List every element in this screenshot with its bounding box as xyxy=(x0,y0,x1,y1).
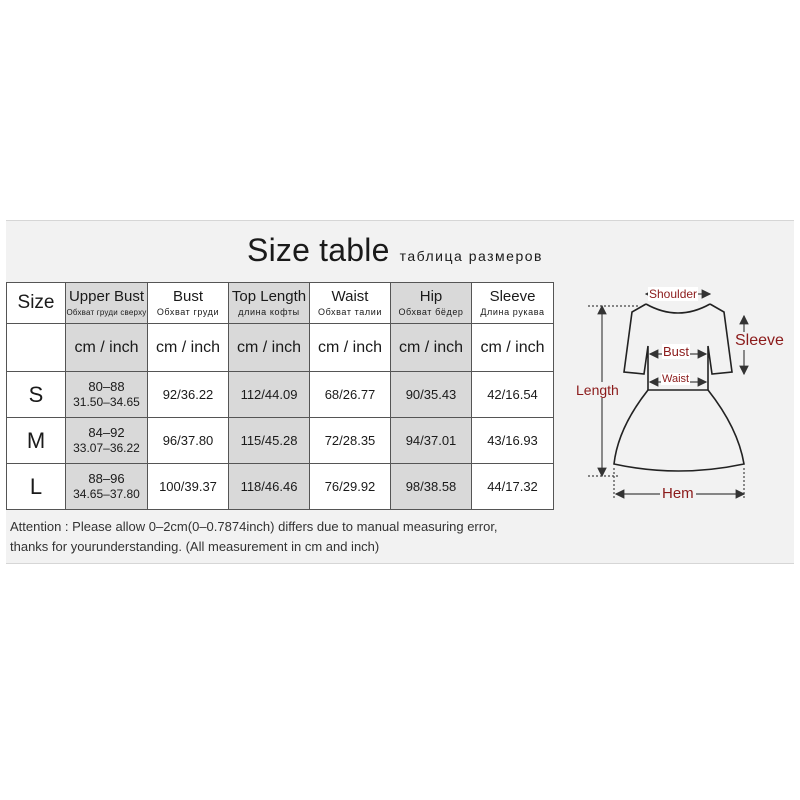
waist-cell: 76/29.92 xyxy=(310,464,391,510)
page-title xyxy=(0,232,790,269)
sleeve-cell: 44/17.32 xyxy=(472,464,554,510)
waist-cell: 72/28.35 xyxy=(310,418,391,464)
sleeve-cell: 43/16.93 xyxy=(472,418,554,464)
dress-outline xyxy=(614,304,744,471)
header-hip: Hip Обхват бёдер xyxy=(391,283,472,324)
units-size-cell xyxy=(7,324,66,372)
note-line-1: Attention : Please allow 0–2cm(0–0.7874inch) differs due to manual measuring error, xyxy=(10,519,498,534)
units-cell: cm / inch xyxy=(310,324,391,372)
upper-bust-cell: 84–92 33.07–36.22 xyxy=(66,418,148,464)
header-bust: Bust Обхват груди xyxy=(148,283,229,324)
title-sub: таблица размеров xyxy=(399,248,543,264)
top-length-cell: 112/44.09 xyxy=(229,372,310,418)
hip-cell: 90/35.43 xyxy=(391,372,472,418)
units-row xyxy=(7,324,554,372)
units-cell: cm / inch xyxy=(66,324,148,372)
header-row xyxy=(7,283,554,324)
hip-cell: 94/37.01 xyxy=(391,418,472,464)
note-line-2: thanks for yourunderstanding. (All measurement in cm and inch) xyxy=(10,539,380,554)
header-upper-bust: Upper Bust Обхват груди сверху xyxy=(66,283,148,324)
table-row xyxy=(7,464,554,510)
units-cell: cm / inch xyxy=(148,324,229,372)
units-cell: cm / inch xyxy=(229,324,310,372)
units-cell: cm / inch xyxy=(472,324,554,372)
sleeve-label: Sleeve xyxy=(735,332,784,349)
header-top-length: Top Length длина кофты xyxy=(229,283,310,324)
size-cell: S xyxy=(7,372,66,418)
measurement-note xyxy=(10,517,498,557)
bust-cell: 92/36.22 xyxy=(148,372,229,418)
waist-label: Waist xyxy=(662,373,690,385)
size-cell: L xyxy=(7,464,66,510)
dress-diagram xyxy=(558,278,794,506)
header-sleeve: Sleeve Длина рукава xyxy=(472,283,554,324)
top-length-cell: 115/45.28 xyxy=(229,418,310,464)
hip-cell: 98/38.58 xyxy=(391,464,472,510)
waist-cell: 68/26.77 xyxy=(310,372,391,418)
shoulder-label: Shoulder xyxy=(649,287,698,301)
table-row xyxy=(7,418,554,464)
header-waist: Waist Обхват талии xyxy=(310,283,391,324)
upper-bust-cell: 80–88 31.50–34.65 xyxy=(66,372,148,418)
length-label: Length xyxy=(576,382,619,398)
upper-bust-cell: 88–96 34.65–37.80 xyxy=(66,464,148,510)
bust-label: Bust xyxy=(663,344,690,359)
sleeve-cell: 42/16.54 xyxy=(472,372,554,418)
hem-label: Hem xyxy=(662,485,694,502)
bust-cell: 96/37.80 xyxy=(148,418,229,464)
header-size: Size xyxy=(7,283,66,324)
title-main: Size table xyxy=(247,232,390,268)
size-table xyxy=(6,282,554,510)
top-length-cell: 118/46.46 xyxy=(229,464,310,510)
table-row xyxy=(7,372,554,418)
bust-cell: 100/39.37 xyxy=(148,464,229,510)
size-cell: M xyxy=(7,418,66,464)
units-cell: cm / inch xyxy=(391,324,472,372)
